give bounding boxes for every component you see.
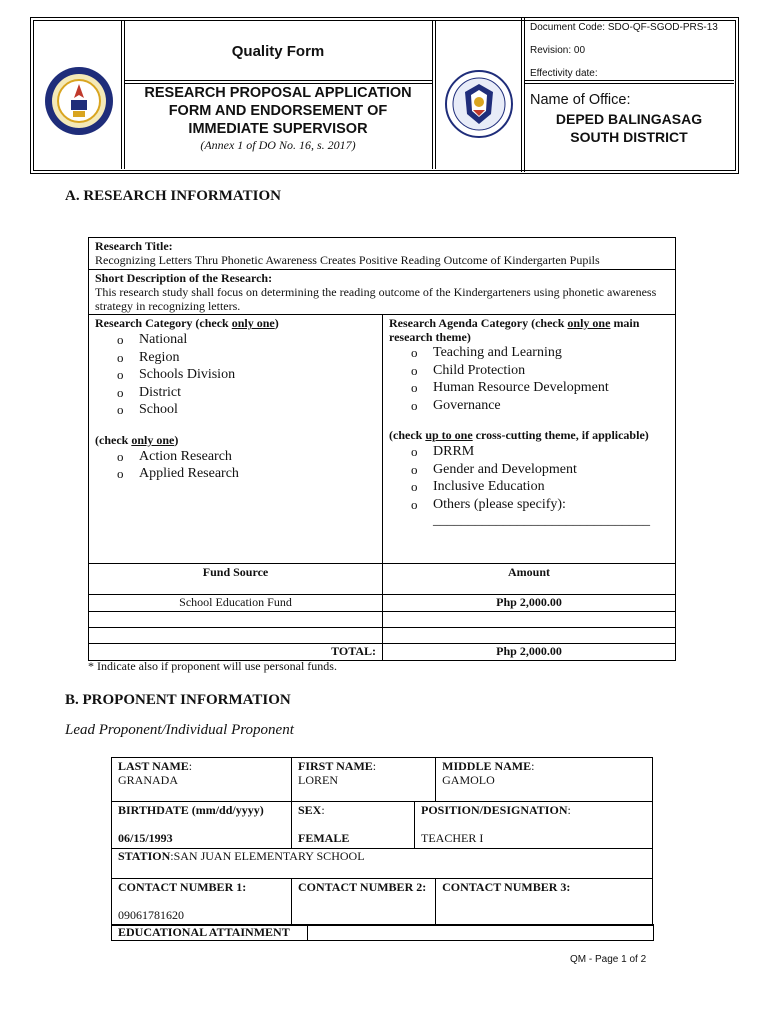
cross-cutting-option[interactable]: o Others (please specify): (411, 496, 669, 514)
category-option[interactable]: o District (117, 384, 376, 402)
deped-seal-logo (445, 70, 513, 138)
effectivity-date: Effectivity date: (530, 68, 598, 79)
category-option[interactable]: o National (117, 331, 376, 349)
position-value[interactable]: TEACHER I (421, 831, 484, 845)
fund-source-cell[interactable] (89, 612, 383, 628)
agenda-option[interactable]: o Human Resource Development (411, 379, 669, 397)
agenda-option[interactable]: o Teaching and Learning (411, 344, 669, 362)
form-title-line-1: RESEARCH PROPOSAL APPLICATION (144, 85, 412, 101)
form-title-line-2: FORM AND ENDORSEMENT OF (168, 103, 388, 119)
revision: Revision: 00 (530, 45, 586, 56)
section-a-heading: A. RESEARCH INFORMATION (65, 188, 281, 204)
category-option[interactable]: o Schools Division (117, 366, 376, 384)
contact-number-1-value[interactable]: 09061781620 (118, 908, 184, 922)
research-title-value: Recognizing Letters Thru Phonetic Awareness Creates Positive Reading Outcome of Kindergarten Pupils (95, 253, 600, 267)
agenda-option[interactable]: o Governance (411, 397, 669, 415)
agenda-category-label: Research Agenda Category (check only one main research theme) (389, 316, 640, 344)
amount-cell[interactable] (383, 612, 676, 628)
cross-cutting-option[interactable]: o Inclusive Education (411, 478, 669, 496)
birthdate-label: BIRTHDATE (mm/dd/yyyy) (118, 803, 264, 817)
fund-source-header: Fund Source (89, 564, 383, 595)
research-type-options (95, 448, 376, 483)
cross-cutting-options (389, 443, 669, 513)
cross-cutting-option[interactable]: o DRRM (411, 443, 669, 461)
section-b-heading: B. PROPONENT INFORMATION (65, 692, 291, 708)
short-description-value: This research study shall focus on determining the reading outcome of the Kindergarteners using phonetic awareness strategy in recognizing letters. (95, 285, 657, 313)
contact-number-2-label: CONTACT NUMBER 2: (292, 879, 436, 926)
total-label: TOTAL: (89, 644, 383, 661)
research-type-option[interactable]: o Action Research (117, 448, 376, 466)
research-category-options (95, 331, 376, 419)
cross-cutting-option[interactable]: o Gender and Development (411, 461, 669, 479)
form-title-line-3: IMMEDIATE SUPERVISOR (188, 121, 368, 137)
research-info-table (88, 237, 676, 661)
amount-header: Amount (383, 564, 676, 595)
sex-label: SEX (298, 803, 322, 817)
short-description-label: Short Description of the Research: (95, 271, 273, 285)
fund-source-cell[interactable]: School Education Fund (89, 595, 383, 612)
total-amount: Php 2,000.00 (383, 644, 676, 661)
contact-number-3-label: CONTACT NUMBER 3: (436, 879, 653, 926)
lead-proponent-subheading: Lead Proponent/Individual Proponent (65, 722, 294, 738)
school-seal-logo (44, 66, 114, 136)
document-code: Document Code: SDO-QF-SGOD-PRS-13 (530, 22, 718, 33)
form-title (124, 84, 432, 138)
fund-source-cell[interactable] (89, 628, 383, 644)
first-name-label: FIRST NAME (298, 759, 373, 773)
last-name-label: LAST NAME (118, 759, 189, 773)
page-number: QM - Page 1 of 2 (570, 954, 647, 965)
agenda-option[interactable]: o Child Protection (411, 362, 669, 380)
contact-number-1-label: CONTACT NUMBER 1: (118, 880, 247, 894)
station-value[interactable]: :SAN JUAN ELEMENTARY SCHOOL (170, 849, 365, 863)
amount-cell[interactable]: Php 2,000.00 (383, 595, 676, 612)
research-title-label: Research Title: (95, 239, 173, 253)
research-category-label: Research Category (check only one) (95, 316, 279, 330)
position-label: POSITION/DESIGNATION (421, 803, 568, 817)
quality-form-title: Quality Form (231, 42, 325, 60)
middle-name-value[interactable]: GAMOLO (442, 773, 495, 787)
sex-value[interactable]: FEMALE (298, 831, 350, 845)
research-type-label: (check only one) (95, 432, 179, 447)
educational-attainment-label: EDUCATIONAL ATTAINMENT (118, 925, 290, 939)
office-name-line-2: SOUTH DISTRICT (570, 129, 688, 145)
birthdate-value[interactable]: 06/15/1993 (118, 831, 173, 845)
research-type-option[interactable]: o Applied Research (117, 465, 376, 483)
office-name-line-1: DEPED BALINGASAG (555, 111, 703, 127)
amount-cell[interactable] (383, 628, 676, 644)
last-name-value[interactable]: GRANADA (118, 773, 178, 787)
agenda-options (389, 344, 669, 414)
first-name-value[interactable]: LOREN (298, 773, 338, 787)
proponent-info-table: LAST NAME: GRANADA FIRST NAME: LOREN MIDDLE NAME: GAMOLO BIRTHDATE (mm/dd/yyyy) 06/15/1993 SEX: FEMALE POSITION/DESIGNATION: TEACHER I STATION:SAN JUAN ELEMENTARY SCHOOL CONTACT NUMBER 1: 09061781620 CONTACT NUMBER 2: CONTACT NUMBER 3: (111, 757, 653, 926)
fund-footnote: * Indicate also if proponent will use personal funds. (88, 659, 337, 673)
others-specify-line[interactable]: _______________________________ (433, 513, 650, 528)
category-option[interactable]: o Region (117, 349, 376, 367)
office-label: Name of Office: (530, 92, 631, 108)
station-label: STATION (118, 849, 171, 863)
office-name (524, 110, 734, 146)
middle-name-label: MIDDLE NAME (442, 759, 532, 773)
annex-reference: (Annex 1 of DO No. 16, s. 2017) (200, 138, 356, 152)
category-option[interactable]: o School (117, 401, 376, 419)
cross-cutting-label: (check up to one cross-cutting theme, if applicable) (389, 428, 649, 442)
